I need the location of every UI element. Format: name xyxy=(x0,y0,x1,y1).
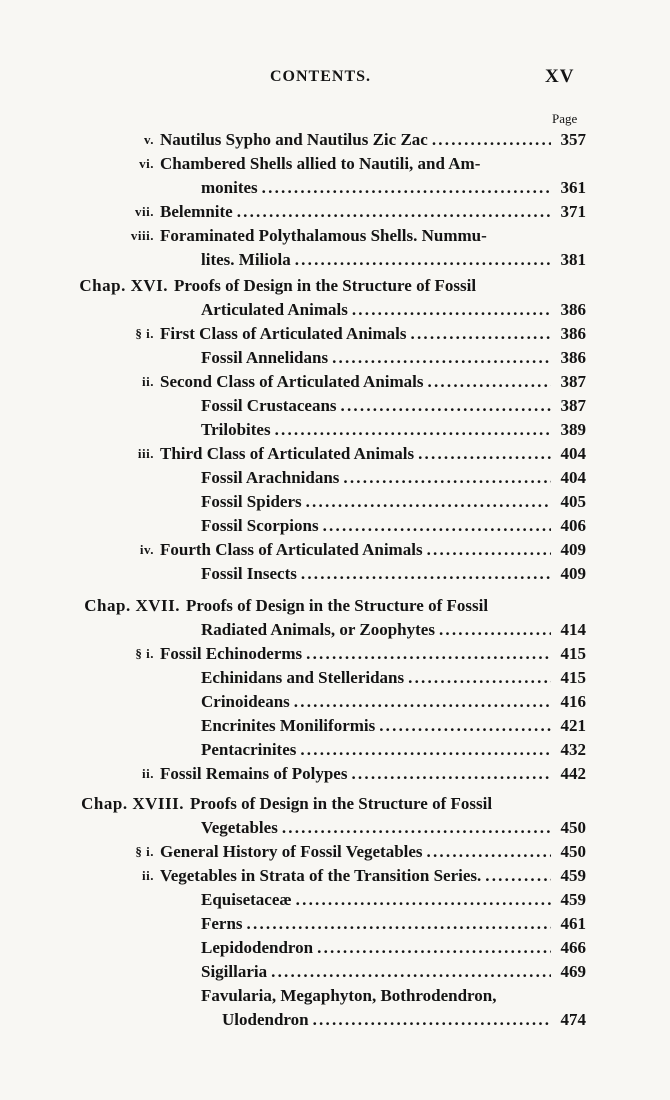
toc-entry xyxy=(135,840,586,864)
entry-title: General History of Fossil Vegetables xyxy=(160,842,423,861)
entry-title: Fossil Arachnidans xyxy=(201,468,340,487)
dot-leader xyxy=(262,176,551,200)
toc-entry xyxy=(201,466,586,490)
section-numeral: ii. xyxy=(142,868,154,883)
entry-title: Fourth Class of Articulated Animals xyxy=(160,540,423,559)
dot-leader xyxy=(351,762,551,786)
dot-leader xyxy=(428,370,551,394)
page-number: 404 xyxy=(560,444,586,463)
page-number: 450 xyxy=(560,842,586,861)
entry-title: Fossil Scorpions xyxy=(201,516,319,535)
page-number: 406 xyxy=(560,516,586,535)
toc-entry xyxy=(201,960,586,984)
entry-title: Fossil Insects xyxy=(201,564,297,583)
dot-leader xyxy=(418,442,551,466)
entry-title: lites. Miliola xyxy=(201,250,291,269)
toc-entry xyxy=(201,346,586,370)
entry-title: Proofs of Design in the Structure of Fossil xyxy=(190,794,493,813)
section-numeral: vi. xyxy=(139,156,154,171)
dot-leader xyxy=(485,864,551,888)
dot-leader xyxy=(306,490,551,514)
toc-entry xyxy=(139,538,586,562)
entry-title: Pentacrinites xyxy=(201,740,297,759)
toc-entry xyxy=(201,984,586,1008)
toc-entry xyxy=(201,714,586,738)
section-numeral: ii. xyxy=(142,766,154,781)
page-number: 386 xyxy=(560,300,586,319)
entry-title: Articulated Animals xyxy=(201,300,348,319)
dot-leader xyxy=(306,642,551,666)
entry-title: Sigillaria xyxy=(201,962,268,981)
toc-entry xyxy=(201,690,586,714)
section-numeral: § i. xyxy=(135,326,154,341)
dot-leader xyxy=(332,346,551,370)
entry-title: Fossil Crustaceans xyxy=(201,396,337,415)
running-title: CONTENTS. xyxy=(270,68,372,85)
entry-title: Encrinites Moniliformis xyxy=(201,716,376,735)
dot-leader xyxy=(341,394,551,418)
toc-entry xyxy=(201,394,586,418)
entry-title: Foraminated Polythalamous Shells. Nummu- xyxy=(160,226,487,245)
page-number: 421 xyxy=(560,716,586,735)
entry-title: Third Class of Articulated Animals xyxy=(160,444,415,463)
page-number: 450 xyxy=(560,818,586,837)
toc-entry xyxy=(201,816,586,840)
entry-title: Nautilus Sypho and Nautilus Zic Zac xyxy=(160,130,428,149)
page-number: 474 xyxy=(560,1010,586,1029)
page-number: 409 xyxy=(560,564,586,583)
dot-leader xyxy=(313,1008,551,1032)
toc-entry xyxy=(142,864,586,888)
toc-entry xyxy=(201,562,586,586)
dot-leader xyxy=(296,888,551,912)
page-number: 416 xyxy=(560,692,586,711)
page-number: 386 xyxy=(560,348,586,367)
toc-entry xyxy=(201,514,586,538)
section-numeral: vii. xyxy=(135,204,154,219)
toc-entry xyxy=(201,248,586,272)
dot-leader xyxy=(439,618,551,642)
toc-entry xyxy=(81,792,586,816)
page-number: 371 xyxy=(560,202,586,221)
toc-entry xyxy=(143,128,586,152)
dot-leader xyxy=(411,322,552,346)
page-number: 469 xyxy=(560,962,586,981)
toc-entry xyxy=(201,618,586,642)
page-number: 386 xyxy=(560,324,586,343)
dot-leader xyxy=(247,912,551,936)
chapter-label: Chap. XVI. xyxy=(79,276,168,295)
toc-entry xyxy=(142,370,586,394)
entry-title: Second Class of Articulated Animals xyxy=(160,372,424,391)
dot-leader xyxy=(427,538,551,562)
entry-title: Fossil Remains of Polypes xyxy=(160,764,348,783)
page-number: 466 xyxy=(560,938,586,957)
section-numeral: § i. xyxy=(135,646,154,661)
entry-title: Proofs of Design in the Structure of Fossil xyxy=(186,596,489,615)
page-number: 409 xyxy=(560,540,586,559)
toc-entry xyxy=(135,200,586,224)
entry-title: Belemnite xyxy=(160,202,233,221)
page-number: 381 xyxy=(560,250,586,269)
dot-leader xyxy=(352,298,551,322)
entry-title: Trilobites xyxy=(201,420,271,439)
entry-title: Fossil Annelidans xyxy=(201,348,329,367)
dot-leader xyxy=(432,128,551,152)
dot-leader xyxy=(294,690,551,714)
entry-title: Favularia, Megaphyton, Bothrodendron, xyxy=(201,986,497,1005)
page-number: 461 xyxy=(560,914,586,933)
entry-title: Proofs of Design in the Structure of Fossil xyxy=(174,276,477,295)
toc-entry xyxy=(201,490,586,514)
section-numeral: viii. xyxy=(130,228,154,243)
dot-leader xyxy=(317,936,551,960)
dot-leader xyxy=(343,466,551,490)
page-numeral: XV xyxy=(545,66,575,87)
toc-entry xyxy=(79,274,586,298)
toc-entry xyxy=(139,152,586,176)
page-number: 387 xyxy=(560,396,586,415)
entry-title: Vegetables in Strata of the Transition Series. xyxy=(160,866,482,885)
page-number: 387 xyxy=(560,372,586,391)
page-number: 389 xyxy=(560,420,586,439)
dot-leader xyxy=(237,200,551,224)
page-number: 415 xyxy=(560,644,586,663)
toc-entry xyxy=(201,738,586,762)
page-number: 442 xyxy=(560,764,586,783)
page-number: 459 xyxy=(560,890,586,909)
entry-title: Fossil Spiders xyxy=(201,492,302,511)
entry-title: Echinidans and Stelleridans xyxy=(201,668,405,687)
page-number: 357 xyxy=(560,130,586,149)
page-number: 405 xyxy=(560,492,586,511)
entry-title: Chambered Shells allied to Nautili, and Am- xyxy=(160,154,481,173)
entry-title: Ulodendron xyxy=(222,1010,309,1029)
page-number: 414 xyxy=(560,620,586,639)
entry-title: Equisetaceæ xyxy=(201,890,292,909)
dot-leader xyxy=(427,840,551,864)
toc-entry xyxy=(222,1008,586,1032)
dot-leader xyxy=(301,562,551,586)
chapter-label: Chap. XVII. xyxy=(84,596,180,615)
section-numeral: iii. xyxy=(137,446,154,461)
entry-title: Vegetables xyxy=(201,818,278,837)
section-numeral: v. xyxy=(143,132,154,147)
page-number: 459 xyxy=(560,866,586,885)
entry-title: Lepidodendron xyxy=(201,938,314,957)
dot-leader xyxy=(275,418,551,442)
section-numeral: ii. xyxy=(142,374,154,389)
page-column-label: Page xyxy=(552,111,578,126)
page-number: 415 xyxy=(560,668,586,687)
toc-entry xyxy=(137,442,586,466)
page-number: 361 xyxy=(560,178,586,197)
page-number: 404 xyxy=(560,468,586,487)
entry-title: Ferns xyxy=(201,914,243,933)
section-numeral: iv. xyxy=(139,542,154,557)
entry-title: Fossil Echinoderms xyxy=(160,644,303,663)
dot-leader xyxy=(295,248,551,272)
toc-entry xyxy=(201,298,586,322)
toc-entry xyxy=(135,642,586,666)
dot-leader xyxy=(408,666,551,690)
entry-title: Radiated Animals, or Zoophytes xyxy=(201,620,435,639)
dot-leader xyxy=(271,960,551,984)
toc-entry xyxy=(201,936,586,960)
toc-entry xyxy=(201,912,586,936)
toc-entry xyxy=(201,888,586,912)
entry-title: First Class of Articulated Animals xyxy=(160,324,407,343)
section-numeral: § i. xyxy=(135,844,154,859)
dot-leader xyxy=(379,714,551,738)
toc-entry xyxy=(201,176,586,200)
chapter-label: Chap. XVIII. xyxy=(81,794,184,813)
toc-entry xyxy=(135,322,586,346)
page-header xyxy=(0,68,670,92)
toc-entry xyxy=(142,762,586,786)
toc-entry xyxy=(201,666,586,690)
entry-title: Crinoideans xyxy=(201,692,290,711)
dot-leader xyxy=(282,816,551,840)
entry-title: monites xyxy=(201,178,258,197)
toc-entry xyxy=(130,224,586,248)
dot-leader xyxy=(300,738,551,762)
toc-entry xyxy=(84,594,586,618)
toc-entry xyxy=(201,418,586,442)
page-number: 432 xyxy=(560,740,586,759)
dot-leader xyxy=(323,514,551,538)
